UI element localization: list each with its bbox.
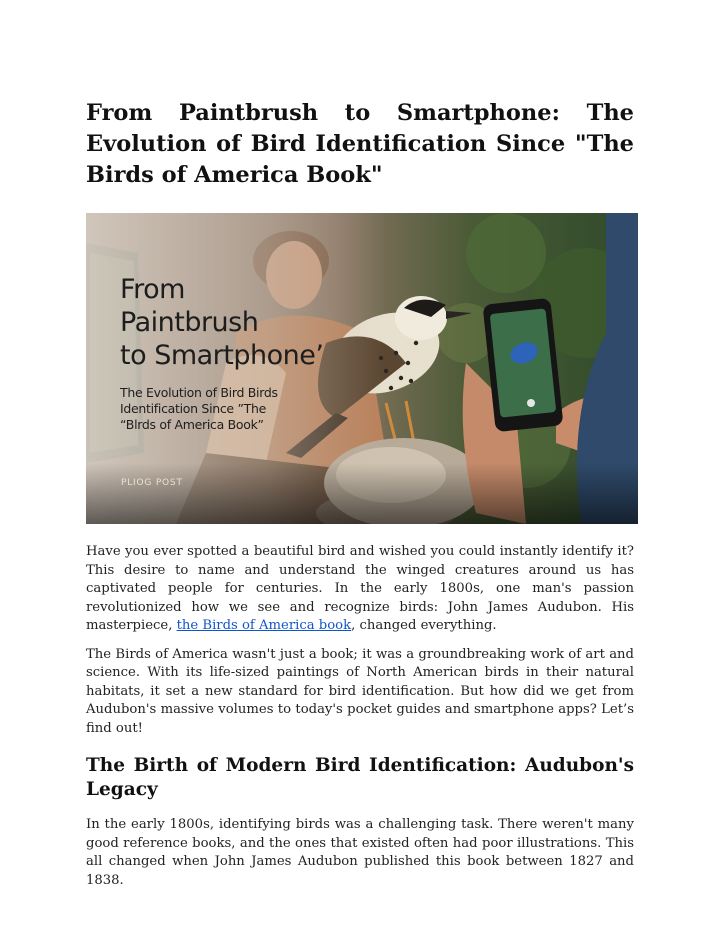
section-heading: The Birth of Modern Bird Identification: Audubon's Legacy — [86, 755, 634, 800]
hero-subtitle-line2: Identification Since ”The — [120, 401, 267, 416]
hero-image — [86, 213, 638, 524]
hero-headline — [120, 273, 323, 372]
hero-headline-line2: Paintbrush — [120, 307, 259, 338]
hero-text-overlay — [86, 213, 638, 524]
hero-brand-label: PLIOG POST — [121, 478, 183, 488]
hero-subtitle — [120, 385, 278, 433]
intro-text-before-link: Have you ever spotted a beautiful bird and wished you could instantly identify it? This desire to name and understand the winged creatures around us has captivated people for centuries. In the early 1800s, one man's passion revolutionized how we see and recognize birds: John James Audubon. His masterpiece, — [86, 544, 634, 633]
hero-subtitle-line3: “Blrds of America Book” — [120, 417, 264, 432]
hero-headline-line3: to Smartphone’ — [120, 340, 324, 371]
hero-subtitle-line1: The Evolution of Bird Birds — [120, 385, 278, 400]
second-paragraph: The Birds of America wasn't just a book; it was a groundbreaking work of art and science. With its life-sized paintings of North American birds in their natural habitats, it set a new standard for bird identification. But how did we get from Audubon's massive volumes to today's pocket guides and smartphone apps? Let’s find out! — [86, 646, 634, 736]
article-title: From Paintbrush to Smartphone: The Evolution of Bird Identification Since "The Birds of America Book" — [86, 100, 634, 188]
intro-text-after-link: , changed everything. — [351, 618, 497, 633]
hero-headline-line1: From — [120, 274, 185, 305]
intro-paragraph — [86, 543, 634, 636]
birds-of-america-link[interactable]: the Birds of America book — [176, 618, 352, 633]
article — [86, 98, 634, 890]
third-paragraph: In the early 1800s, identifying birds was a challenging task. There weren't many good reference books, and the ones that existed often had poor illustrations. This all changed when John James Audubon published this book between 1827 and 1838. — [86, 817, 634, 888]
